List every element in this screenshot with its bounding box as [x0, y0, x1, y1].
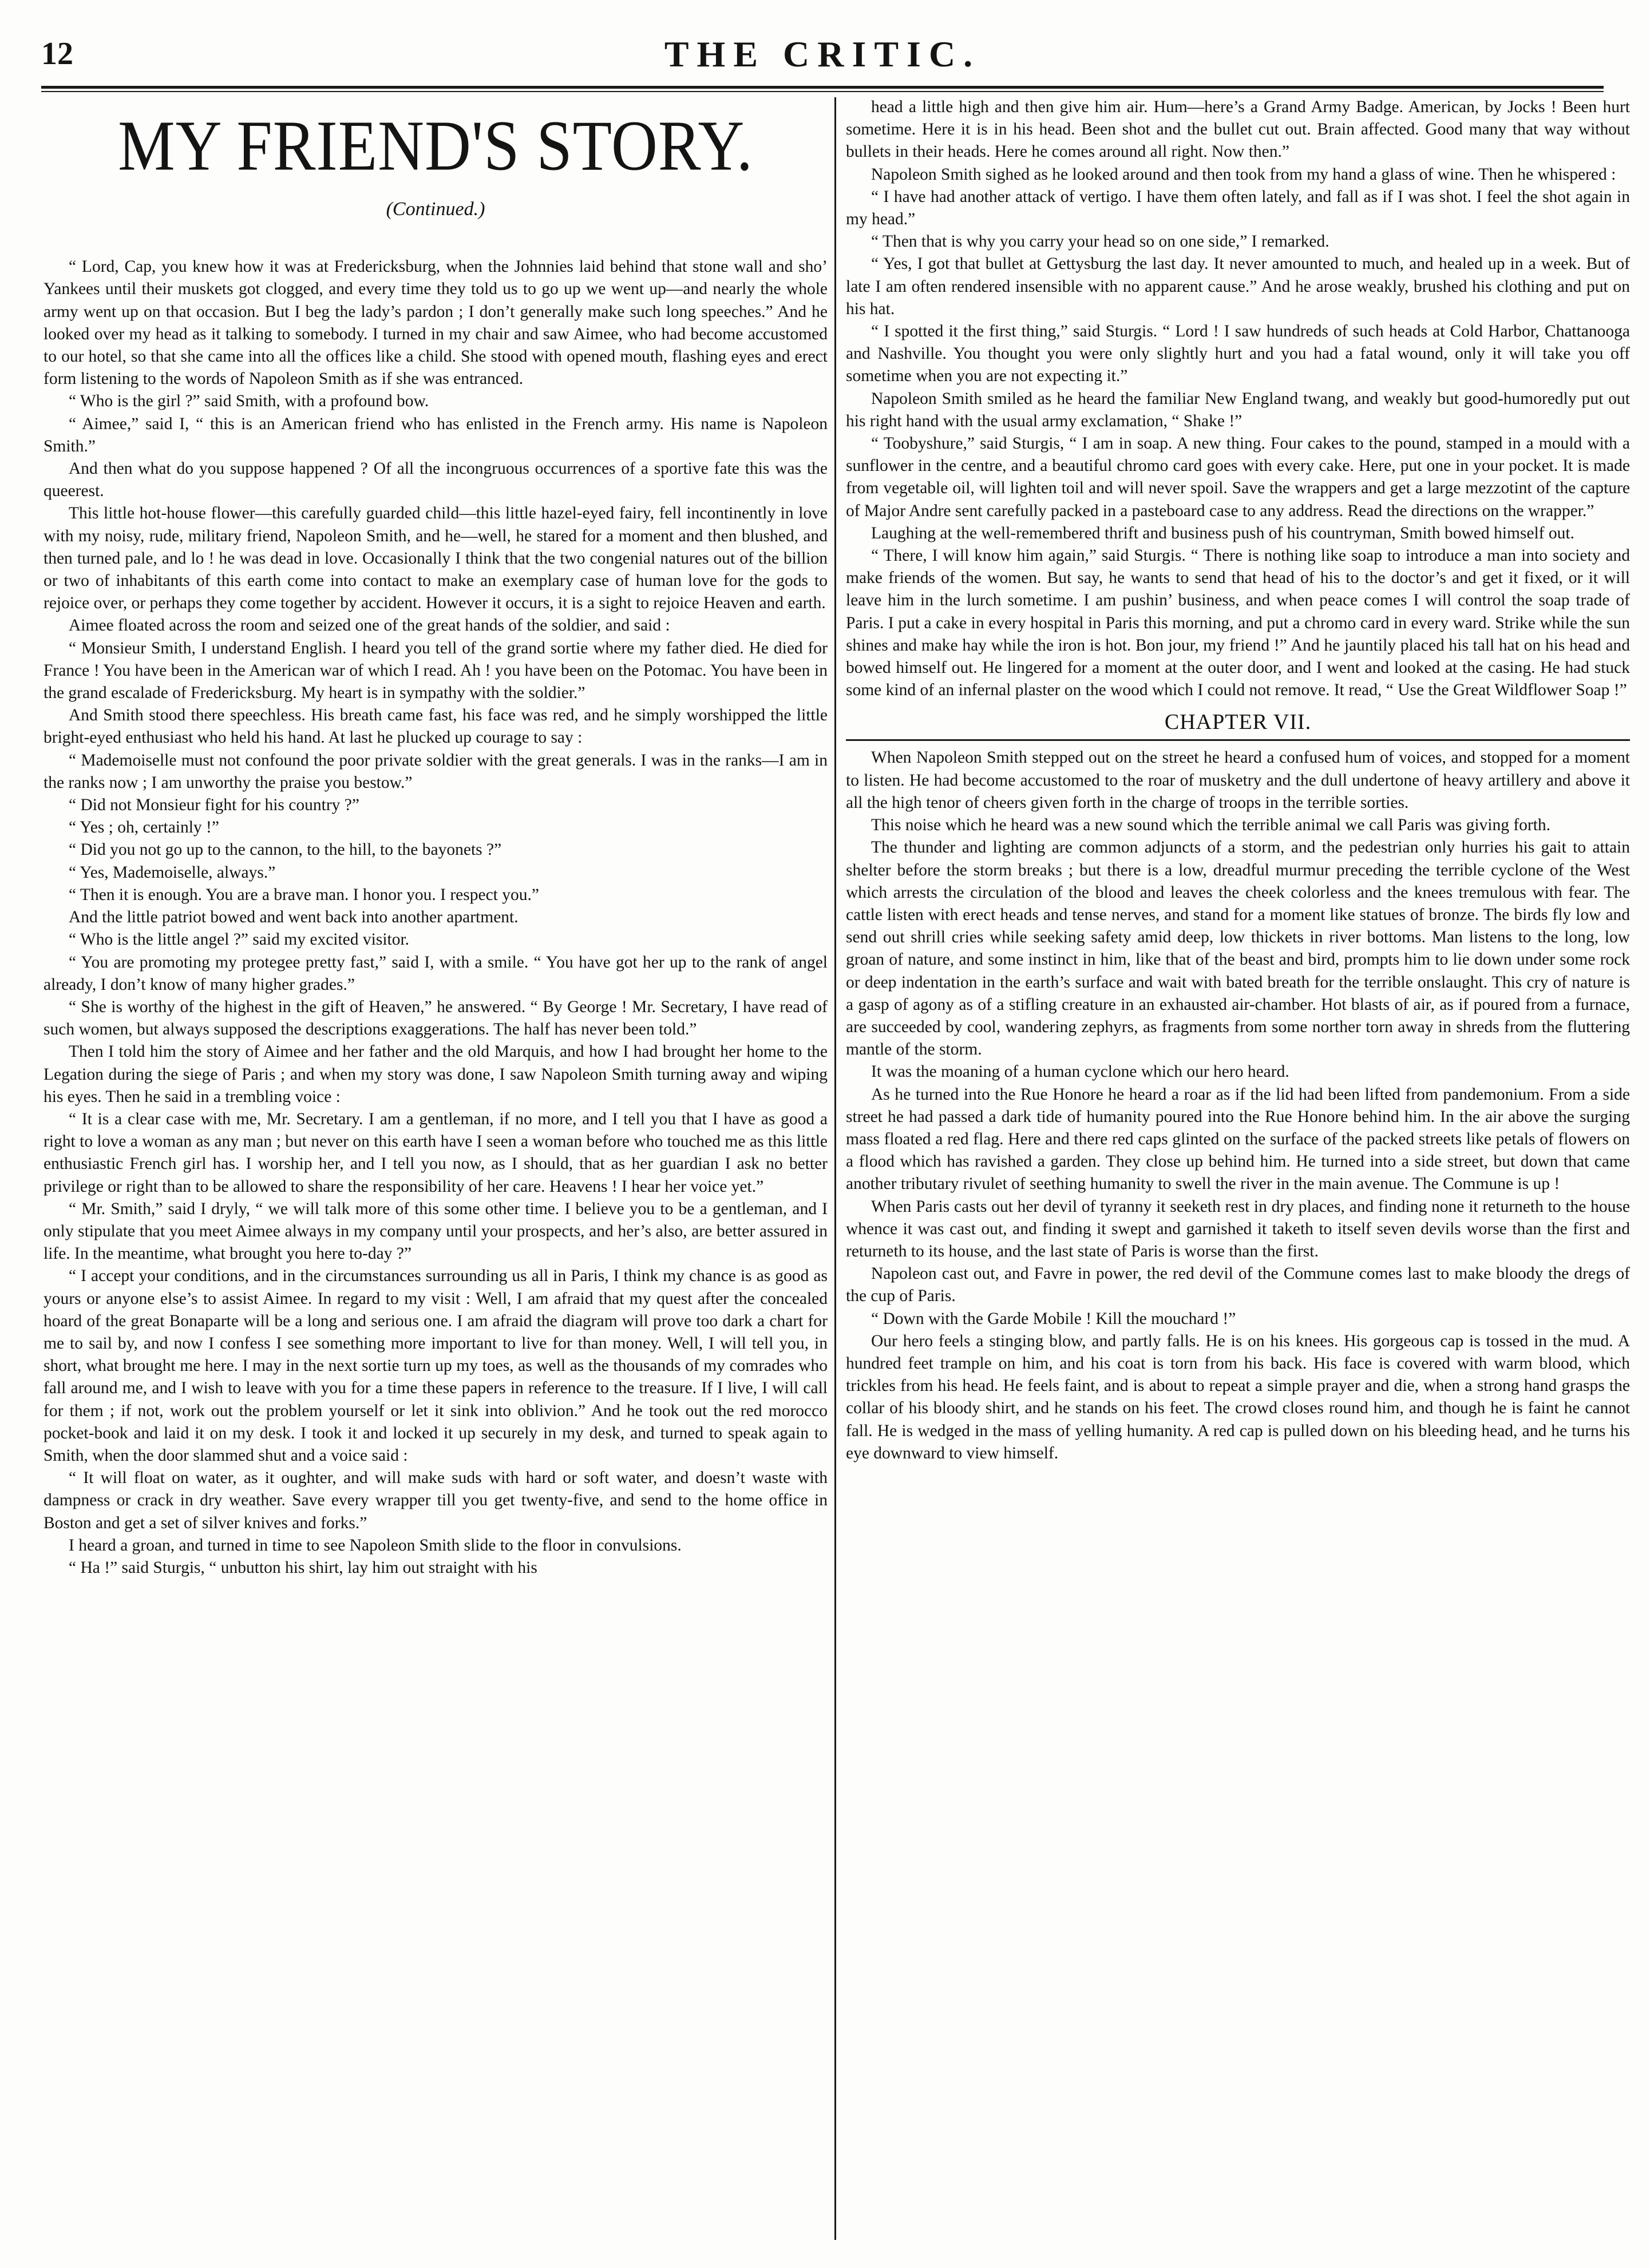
paragraph: “ You are promoting my protegee pretty fast,” said I, with a smile. “ You have got her up to the rank of angel already, I don’t know of many higher grades.” — [43, 953, 828, 994]
paragraph: Napoleon Smith smiled as he heard the familiar New England twang, and weakly but good-humoredly put out his right hand with the usual army exclamation, “ Shake !” — [846, 389, 1630, 430]
chapter-body — [846, 747, 1630, 1465]
header-rule-thin — [41, 91, 1604, 92]
paragraph: “ Who is the little angel ?” said my excited visitor. — [69, 930, 410, 949]
paragraph: Napoleon cast out, and Favre in power, the red devil of the Commune comes last to make bloody the dregs of the cup of Paris. — [846, 1264, 1630, 1306]
paragraph: “ I spotted it the first thing,” said Sturgis. “ Lord ! I saw hundreds of such heads at Cold Harbor, Chattanooga and Nashville. You thought you were only slightly hurt and you had a fatal wound, only it will take you off sometime when you are not expecting it.” — [846, 322, 1630, 386]
paragraph: And then what do you suppose happened ? Of all the incongruous occurrences of a sportive fate this was the queerest. — [43, 459, 828, 501]
paragraph: As he turned into the Rue Honore he heard a roar as if the lid had been lifted from pandemonium. From a side street he had passed a dark tide of humanity poured into the Rue Honore behind him. In the air above the surging mass floated a red flag. Here and there red caps glinted on the surface of the packed streets like petals of flowers on a flood which has ravished a garden. They close up behind him. He turned into a side street, but down that came another tributary rivulet of seething humanity to swell the river in the main avenue. The Commune is up ! — [846, 1085, 1630, 1194]
chapter-rule — [846, 739, 1630, 741]
paragraph: “ Mademoiselle must not confound the poor private soldier with the great generals. I was in the ranks—I am in the ranks now ; I am unworthy the praise you bestow.” — [43, 751, 828, 792]
paragraph: “ It will float on water, as it oughter, and will make suds with hard or soft water, and doesn’t waste with dampness or crack in dry weather. Save every wrapper till you get twenty-five, and send to the home office in Boston and get a set of silver knives and forks.” — [43, 1469, 828, 1532]
paragraph: “ Yes, I got that bullet at Gettysburg the last day. It never amounted to much, and healed up in a week. But of late I am often rendered insensible with no apparent cause.” And he arose weakly, brushed his clothing and put on his hat. — [846, 255, 1630, 318]
paragraph: This little hot-house flower—this carefully guarded child—this little hazel-eyed fairy, fell incontinently in love with my noisy, rude, military friend, Napoleon Smith, and he—well, he stared for a moment and then blushed, and then turned pale, and lo ! he was dead in love. Occasionally I think that the two congenial natures out of the billion or two of inhabitants of this earth come into contact to make an exemplary case of human love for the gods to rejoice over, or perhaps they come together by accident. However it occurs, it is a sight to rejoice Heaven and earth. — [43, 504, 828, 613]
masthead: THE CRITIC. — [664, 34, 981, 74]
paragraph: And the little patriot bowed and went back into another apartment. — [69, 908, 519, 927]
paragraph: “ Monsieur Smith, I understand English. I heard you tell of the grand sortie where my father died. He died for France ! You have been in the American war of which I read. Ah ! you have been on the Potomac. You have been in the grand escalade of Fredericksburg. My heart is in sympathy with the soldier.” — [43, 639, 828, 703]
paragraph: “ I accept your conditions, and in the circumstances surrounding us all in Paris, I think my chance is as good as yours or anyone else’s to assist Aimee. In regard to my visit : Well, I am afraid that my quest after the concealed hoard of the great Bonaparte will be a long and serious one. I am afraid the diagram will prove too dark a chart for me to sail by, and now I confess I see something more important to live for than money. Well, I will tell you, in short, what brought me here. I may in the next sortie turn up my toes, as well as the thousands of my comrades who fall around me, and I wish to leave with you for a time these papers in reference to the treasure. If I live, I will call for them ; if not, work out the problem yourself or let it sink into oblivion.” And he took out the red morocco pocket-book and laid it on my desk. I took it and locked it up securely in my desk, and turned to speak again to Smith, when the door slammed shut and a voice said : — [43, 1267, 828, 1465]
paragraph: Aimee floated across the room and seized one of the great hands of the soldier, and said : — [69, 616, 670, 635]
paragraph: “ Lord, Cap, you knew how it was at Fredericksburg, when the Johnnies laid behind that stone wall and sho’ Yankees until their muskets got clogged, and every time they told us to go up we went up—and nearly the whole army went up on that occasion. But I beg the lady’s pardon ; I don’t generally make such long speeches.” And he looked over my head as it talking to somebody. I turned in my chair and saw Aimee, who had become accustomed to our hotel, so that she came into all the offices like a child. She stood with opened mouth, flashing eyes and erect form listening to the words of Napoleon Smith as if she was entranced. — [43, 257, 828, 388]
paragraph: When Napoleon Smith stepped out on the street he heard a confused hum of voices, and stopped for a moment to listen. He had become accustomed to the roar of musketry and the dull undertone of heavy artillery and above it all the high tenor of cheers given forth in the charge of troops in the terrible sorties. — [846, 748, 1630, 812]
left-column — [43, 96, 828, 2245]
paragraph: “ There, I will know him again,” said Sturgis. “ There is nothing like soap to introduce a man into society and make friends of the women. But say, he wants to send that head of his to the doctor’s and get it fixed, or it will leave him in the lurch sometime. I am pushin’ business, and when peace comes I will control the soap trade of Paris. I put a cake in every hospital in Paris this morning, and put a chromo card in every ward. Strike while the sun shines and make hay while the iron is hot. Bon jour, my friend !” And he jauntily placed his tall hat on his head and bowed himself out. He lingered for a moment at the outer door, and I went and looked at the casing. He had stuck some kind of an infernal plaster on the wood which I could not remove. It read, “ Use the Great Wildflower Soap !” — [846, 546, 1630, 700]
paragraph: “ She is worthy of the highest in the gift of Heaven,” he answered. “ By George ! Mr. Secretary, I have read of such women, but always supposed the descriptions exaggerations. The half has never been told.” — [43, 997, 828, 1039]
paragraph: “ Down with the Garde Mobile ! Kill the mouchard !” — [871, 1309, 1236, 1328]
paragraph: “ Then it is enough. You are a brave man. I honor you. I respect you.” — [69, 885, 539, 904]
column-divider — [834, 97, 836, 2240]
chapter-heading: CHAPTER VII. — [1164, 710, 1312, 735]
continued-note: (Continued.) — [386, 199, 485, 220]
paragraph: And Smith stood there speechless. His breath came fast, his face was red, and he simply worshipped the little bright-eyed enthusiast who held his hand. At last he plucked up courage to say : — [43, 706, 828, 747]
paragraph: “ Aimee,” said I, “ this is an American friend who has enlisted in the French army. His name is Napoleon Smith.” — [43, 414, 828, 455]
paragraph: “ Yes ; oh, certainly !” — [69, 818, 219, 837]
paragraph: Our hero feels a stinging blow, and partly falls. He is on his knees. His gorgeous cap is tossed in the mud. A hundred feet trample on him, and his coat is torn from his back. His face is covered with warm blood, which trickles from his head. He feels faint, and is about to repeat a simple prayer and die, when a strong hand grasps the collar of his bloody shirt, and he stands on his feet. The crowd closes round him, and though he is faint he cannot fall. He is wedged in the mass of yelling humanity. A red cap is pulled down on his bleeding head, and he turns his eye downward to view himself. — [846, 1331, 1630, 1462]
paragraph: “ Toobyshure,” said Sturgis, “ I am in soap. A new thing. Four cakes to the pound, stamped in a mould with a sunflower in the centre, and a beautiful chromo card goes with every cake. Here, put one in your pocket. It is made from vegetable oil, will lighten toil and will never spoil. Save the wrappers and get a large mezzotint of the capture of Major Andre sent carefully packed in a pasteboard case to any address. Read the directions on the wrapper.” — [846, 434, 1630, 520]
paragraph: head a little high and then give him air. Hum—here’s a Grand Army Badge. American, by Jocks ! Been hurt sometime. Here it is in his head. Been shot and the bullet cut out. Brain affected. Good many that way without bullets in their heads. Here he comes around all right. Now then.” — [846, 98, 1630, 161]
paragraph: “ Mr. Smith,” said I dryly, “ we will talk more of this some other time. I believe you to be a gentleman, and I only stipulate that you meet Aimee always in my company until your prospects, and her’s also, are better assured in life. In the meantime, what brought you here to-day ?” — [43, 1199, 828, 1263]
paragraph: “ Then that is why you carry your head so on one side,” I remarked. — [871, 232, 1330, 251]
paragraph: Then I told him the story of Aimee and her father and the old Marquis, and how I had brought her home to the Legation during the siege of Paris ; and when my story was done, I saw Napoleon Smith turning away and wiping his eyes. Then he said in a trembling voice : — [43, 1042, 828, 1106]
paragraph: I heard a groan, and turned in time to see Napoleon Smith slide to the floor in convulsions. — [69, 1536, 682, 1555]
page-number: 12 — [41, 36, 73, 72]
paragraph: “ Yes, Mademoiselle, always.” — [69, 863, 276, 882]
story-title: MY FRIEND'S STORY. — [118, 106, 753, 186]
right-column — [846, 96, 1630, 2245]
paragraph: When Paris casts out her devil of tyranny it seeketh rest in dry places, and finding none it returneth to the house whence it was cast out, and finding it swept and garnished it taketh to itself seven devils worse than the first and returneth to its house, and the last state of Paris is worse than the first. — [846, 1197, 1630, 1260]
paragraph: “ I have had another attack of vertigo. I have them often lately, and fall as if I was shot. I feel the shot again in my head.” — [846, 187, 1630, 229]
paragraph: “ Who is the girl ?” said Smith, with a profound bow. — [69, 392, 429, 411]
paragraph: “ It is a clear case with me, Mr. Secretary. I am a gentleman, if no more, and I tell you that I have as good a right to love a woman as any man ; but never on this earth have I seen a woman before who touched me as this little enthusiastic French girl has. I worship her, and I tell you now, as I should, that as her guardian I ask no better privilege or right than to be allowed to share the responsibility of her care. Heavens ! I hear her voice yet.” — [43, 1109, 828, 1196]
paragraph: “ Ha !” said Sturgis, “ unbutton his shirt, lay him out straight with his — [69, 1558, 537, 1577]
page-header — [41, 30, 1604, 87]
header-rule — [41, 86, 1604, 89]
paragraph: It was the moaning of a human cyclone which our hero heard. — [871, 1062, 1289, 1081]
paragraph: “ Did you not go up to the cannon, to the hill, to the bayonets ?” — [69, 840, 502, 859]
paragraph: Napoleon Smith sighed as he looked around and then took from my hand a glass of wine. Then he whispered : — [871, 165, 1616, 184]
right-column-body — [846, 96, 1630, 701]
paragraph: This noise which he heard was a new sound which the terrible animal we call Paris was giving forth. — [871, 816, 1551, 835]
paragraph: Laughing at the well-remembered thrift and business push of his countryman, Smith bowed himself out. — [871, 524, 1574, 542]
paragraph: “ Did not Monsieur fight for his country ?” — [69, 796, 359, 815]
left-column-body — [43, 256, 828, 1579]
paragraph: The thunder and lighting are common adjuncts of a storm, and the pedestrian only hurries his gait to attain shelter before the storm breaks ; but there is a low, dreadful murmur preceding the terrible cyclone of the West which arrests the circulation of the blood and leaves the cheek colorless and the knees tremulous with fear. The cattle listen with erect heads and tense nerves, and stand for a moment like statues of bronze. The birds fly low and send out shrill cries while seeking safety amid deep, low thickets in river bottoms. Man listens to the long, low groan of nature, and some instinct in him, like that of the beast and bird, prompts him to lie down under some rock or deep indentation in the earth’s surface and wait with bated breath for the terrible onslaught. This cry of nature is a gasp of agony as of a stifling creature in an exhausted air-chamber. Hot blasts of air, as if poured from a furnace, are succeeded by cool, wandering zephyrs, as fragments from some norther torn away in shreds from the fluttering mantle of the storm. — [846, 838, 1630, 1059]
